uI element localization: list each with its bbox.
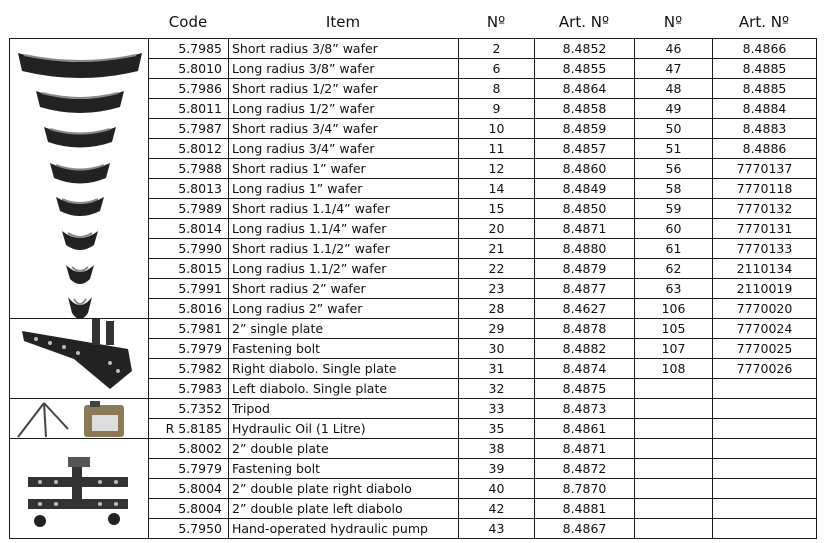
row-code: 5.7985: [149, 39, 229, 59]
header-item: Item: [325, 13, 361, 31]
row-art-no: 8.4855: [535, 59, 635, 79]
row-code: 5.7987: [149, 119, 229, 139]
row-no: 21: [459, 239, 535, 259]
row-art-no: 8.4879: [535, 259, 635, 279]
row-art-no: 8.4878: [535, 319, 635, 339]
row-no-2: 61: [635, 239, 713, 259]
row-no: 20: [459, 219, 535, 239]
row-no: 42: [459, 499, 535, 519]
row-code: 5.8002: [149, 439, 229, 459]
row-art-no: 8.4875: [535, 379, 635, 399]
row-no: 39: [459, 459, 535, 479]
row-art-no: 8.4850: [535, 199, 635, 219]
parts-table: [9, 38, 817, 539]
row-no: 35: [459, 419, 535, 439]
row-art-no-2: 8.4885: [713, 59, 817, 79]
row-no-2: 108: [635, 359, 713, 379]
header-art-2: Art. Nº: [738, 13, 790, 31]
row-art-no: 8.4871: [535, 439, 635, 459]
row-art-no: 8.4852: [535, 39, 635, 59]
row-art-no-2: 2110134: [713, 259, 817, 279]
row-no-2: [635, 519, 713, 539]
row-code: 5.8014: [149, 219, 229, 239]
row-item: Short radius 1.1/4” wafer: [229, 199, 459, 219]
row-no: 22: [459, 259, 535, 279]
row-code: R 5.8185: [149, 419, 229, 439]
row-item: Short radius 3/8” wafer: [229, 39, 459, 59]
row-art-no: 8.4877: [535, 279, 635, 299]
row-item: Long radius 1/2” wafer: [229, 99, 459, 119]
row-item: Hand-operated hydraulic pump: [229, 519, 459, 539]
table-row: [10, 319, 817, 339]
row-code: 5.7990: [149, 239, 229, 259]
row-no-2: [635, 499, 713, 519]
row-art-no: 8.7870: [535, 479, 635, 499]
row-art-no-2: [713, 519, 817, 539]
row-no-2: 56: [635, 159, 713, 179]
row-no-2: 62: [635, 259, 713, 279]
row-code: 5.7950: [149, 519, 229, 539]
row-art-no-2: 7770025: [713, 339, 817, 359]
row-item: Hydraulic Oil (1 Litre): [229, 419, 459, 439]
row-art-no: 8.4872: [535, 459, 635, 479]
tripod-and-oil-image: [10, 399, 149, 439]
row-item: Left diabolo. Single plate: [229, 379, 459, 399]
row-item: 2” double plate left diabolo: [229, 499, 459, 519]
row-item: Short radius 1” wafer: [229, 159, 459, 179]
row-art-no-2: [713, 479, 817, 499]
row-art-no-2: 7770131: [713, 219, 817, 239]
row-art-no: 8.4859: [535, 119, 635, 139]
header-code: Code: [168, 13, 208, 31]
row-art-no: 8.4861: [535, 419, 635, 439]
row-no-2: 106: [635, 299, 713, 319]
row-item: 2” double plate right diabolo: [229, 479, 459, 499]
row-item: Long radius 1.1/4” wafer: [229, 219, 459, 239]
row-code: 5.8016: [149, 299, 229, 319]
row-art-no-2: 8.4886: [713, 139, 817, 159]
row-code: 5.7988: [149, 159, 229, 179]
row-code: 5.8004: [149, 499, 229, 519]
row-art-no-2: 2110019: [713, 279, 817, 299]
row-item: Right diabolo. Single plate: [229, 359, 459, 379]
row-art-no-2: [713, 439, 817, 459]
row-art-no-2: 8.4883: [713, 119, 817, 139]
row-no-2: 48: [635, 79, 713, 99]
row-item: Tripod: [229, 399, 459, 419]
row-code: 5.7981: [149, 319, 229, 339]
row-art-no-2: 7770020: [713, 299, 817, 319]
header-no-1: Nº: [486, 13, 506, 31]
row-art-no-2: [713, 419, 817, 439]
row-no: 32: [459, 379, 535, 399]
row-no: 9: [459, 99, 535, 119]
row-code: 5.7989: [149, 199, 229, 219]
row-no-2: 51: [635, 139, 713, 159]
row-item: 2” double plate: [229, 439, 459, 459]
row-no-2: [635, 379, 713, 399]
row-no: 43: [459, 519, 535, 539]
row-no: 8: [459, 79, 535, 99]
row-code: 5.8004: [149, 479, 229, 499]
row-no: 15: [459, 199, 535, 219]
row-item: Long radius 3/8” wafer: [229, 59, 459, 79]
row-art-no: 8.4874: [535, 359, 635, 379]
row-no: 33: [459, 399, 535, 419]
row-art-no-2: [713, 379, 817, 399]
row-code: 5.8013: [149, 179, 229, 199]
row-code: 5.7991: [149, 279, 229, 299]
row-art-no: 8.4867: [535, 519, 635, 539]
row-no-2: 105: [635, 319, 713, 339]
row-art-no-2: 8.4884: [713, 99, 817, 119]
table-row: [10, 39, 817, 59]
row-no: 6: [459, 59, 535, 79]
row-item: Short radius 1/2” wafer: [229, 79, 459, 99]
row-code: 5.8010: [149, 59, 229, 79]
double-plate-image: [10, 439, 149, 539]
row-no: 29: [459, 319, 535, 339]
row-no: 2: [459, 39, 535, 59]
header-no-2: Nº: [663, 13, 683, 31]
row-no-2: 59: [635, 199, 713, 219]
row-no-2: 49: [635, 99, 713, 119]
row-code: 5.7979: [149, 459, 229, 479]
row-art-no: 8.4627: [535, 299, 635, 319]
row-code: 5.7352: [149, 399, 229, 419]
row-no: 10: [459, 119, 535, 139]
row-item: Fastening bolt: [229, 339, 459, 359]
row-no: 30: [459, 339, 535, 359]
parts-table-body: [10, 39, 817, 539]
row-art-no-2: 7770118: [713, 179, 817, 199]
row-art-no: 8.4882: [535, 339, 635, 359]
row-art-no: 8.4860: [535, 159, 635, 179]
row-item: Short radius 2” wafer: [229, 279, 459, 299]
row-no-2: [635, 459, 713, 479]
row-code: 5.8011: [149, 99, 229, 119]
row-art-no-2: [713, 499, 817, 519]
row-no-2: 50: [635, 119, 713, 139]
row-art-no: 8.4864: [535, 79, 635, 99]
row-item: Long radius 3/4” wafer: [229, 139, 459, 159]
row-art-no-2: 7770024: [713, 319, 817, 339]
row-no-2: [635, 439, 713, 459]
row-art-no-2: [713, 459, 817, 479]
bending-wafers-image: [10, 39, 149, 319]
row-no: 40: [459, 479, 535, 499]
row-code: 5.7979: [149, 339, 229, 359]
row-art-no-2: 7770133: [713, 239, 817, 259]
row-art-no: 8.4881: [535, 499, 635, 519]
row-no-2: 58: [635, 179, 713, 199]
row-item: Short radius 3/4” wafer: [229, 119, 459, 139]
row-code: 5.7986: [149, 79, 229, 99]
row-item: Fastening bolt: [229, 459, 459, 479]
header-art-1: Art. Nº: [558, 13, 610, 31]
row-item: Long radius 2” wafer: [229, 299, 459, 319]
row-art-no: 8.4858: [535, 99, 635, 119]
row-code: 5.7983: [149, 379, 229, 399]
row-no-2: 60: [635, 219, 713, 239]
single-plate-image: [10, 319, 149, 399]
row-no: 11: [459, 139, 535, 159]
row-no-2: 47: [635, 59, 713, 79]
row-code: 5.8015: [149, 259, 229, 279]
row-no-2: 63: [635, 279, 713, 299]
row-art-no-2: 7770026: [713, 359, 817, 379]
row-no: 12: [459, 159, 535, 179]
row-art-no-2: 8.4885: [713, 79, 817, 99]
row-no: 28: [459, 299, 535, 319]
row-art-no: 8.4849: [535, 179, 635, 199]
row-item: Short radius 1.1/2” wafer: [229, 239, 459, 259]
row-art-no: 8.4857: [535, 139, 635, 159]
row-no-2: [635, 399, 713, 419]
row-art-no-2: [713, 399, 817, 419]
row-item: Long radius 1.1/2” wafer: [229, 259, 459, 279]
row-no-2: 107: [635, 339, 713, 359]
row-item: 2” single plate: [229, 319, 459, 339]
row-art-no-2: 8.4866: [713, 39, 817, 59]
row-art-no-2: 7770132: [713, 199, 817, 219]
row-no: 38: [459, 439, 535, 459]
row-no: 23: [459, 279, 535, 299]
row-art-no: 8.4871: [535, 219, 635, 239]
table-row: [10, 399, 817, 419]
row-no: 31: [459, 359, 535, 379]
row-no-2: [635, 479, 713, 499]
row-no-2: [635, 419, 713, 439]
row-no-2: 46: [635, 39, 713, 59]
row-art-no: 8.4873: [535, 399, 635, 419]
row-art-no: 8.4880: [535, 239, 635, 259]
row-code: 5.7982: [149, 359, 229, 379]
row-no: 14: [459, 179, 535, 199]
row-code: 5.8012: [149, 139, 229, 159]
row-item: Long radius 1” wafer: [229, 179, 459, 199]
row-art-no-2: 7770137: [713, 159, 817, 179]
table-row: [10, 439, 817, 459]
